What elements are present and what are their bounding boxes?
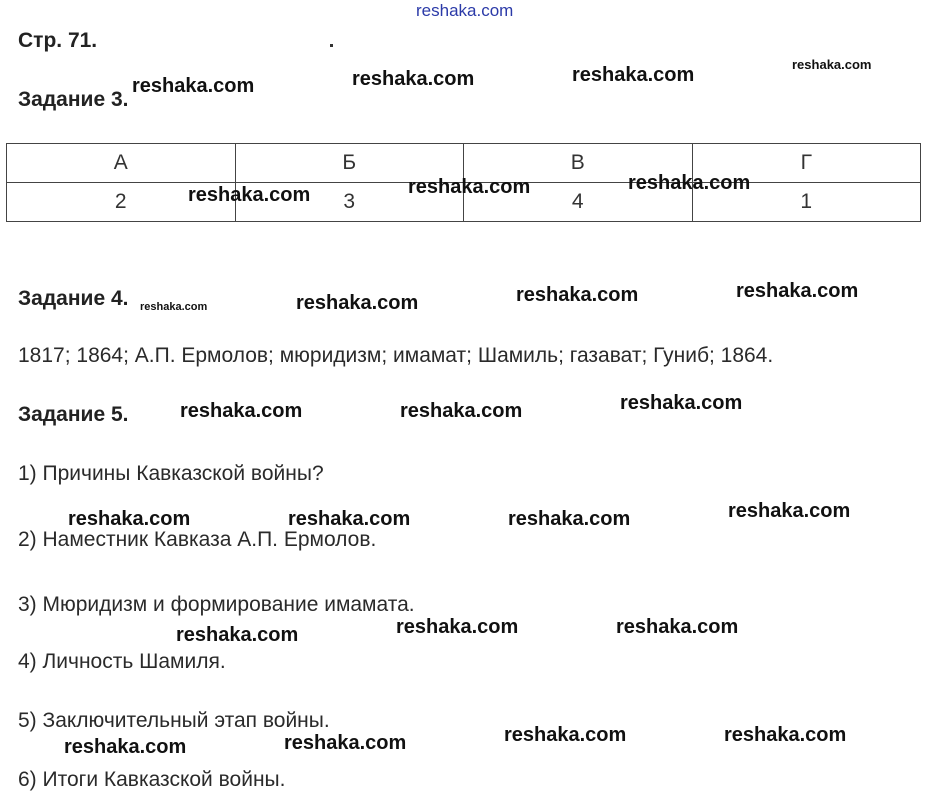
watermark: reshaka.com [68, 508, 191, 530]
table-cell: 2 [7, 183, 236, 222]
table-cell: 4 [464, 183, 693, 222]
task3-title: Задание 3. [18, 88, 129, 111]
task5-item: 3) Мюридизм и формирование имамата. [18, 593, 415, 616]
table-cell: 3 [235, 183, 464, 222]
watermark: reshaka.com [352, 68, 475, 90]
watermark: reshaka.com [504, 724, 627, 746]
watermark: reshaka.com [628, 172, 751, 194]
table-cell: 1 [692, 183, 921, 222]
task4-title: Задание 4. [18, 287, 129, 310]
watermark: reshaka.com [508, 508, 631, 530]
watermark: reshaka.com [296, 292, 419, 314]
watermark: reshaka.com [400, 400, 523, 422]
watermark: reshaka.com [284, 732, 407, 754]
task5-item: 5) Заключительный этап войны. [18, 709, 330, 732]
top-watermark: reshaka.com [416, 1, 514, 20]
task5-item: 6) Итоги Кавказской войны. [18, 768, 286, 791]
table-header-cell: В [464, 144, 693, 183]
watermark: reshaka.com [176, 624, 299, 646]
table-header-cell: Г [692, 144, 921, 183]
watermark: reshaka.com [572, 64, 695, 86]
stray-dot [330, 44, 333, 47]
table-header-cell: Б [235, 144, 464, 183]
task5-item: 1) Причины Кавказской войны? [18, 462, 324, 485]
watermark: reshaka.com [620, 392, 743, 414]
watermark: reshaka.com [64, 736, 187, 758]
watermark: reshaka.com [736, 280, 859, 302]
watermark: reshaka.com [408, 176, 531, 198]
task4-answer: 1817; 1864; А.П. Ермолов; мюридизм; имамат; Шамиль; газават; Гуниб; 1864. [18, 344, 774, 367]
watermark: reshaka.com [288, 508, 411, 530]
watermark: reshaka.com [616, 616, 739, 638]
watermark: reshaka.com [188, 184, 311, 206]
watermark: reshaka.com [180, 400, 303, 422]
watermark: reshaka.com [792, 57, 872, 72]
watermark: reshaka.com [396, 616, 519, 638]
watermark: reshaka.com [140, 301, 208, 313]
watermark: reshaka.com [728, 500, 851, 522]
table-header-cell: А [7, 144, 236, 183]
watermark: reshaka.com [724, 724, 847, 746]
page-label: Стр. 71. [18, 29, 98, 52]
watermark: reshaka.com [516, 284, 639, 306]
watermark: reshaka.com [132, 75, 255, 97]
task5-title: Задание 5. [18, 403, 129, 426]
task5-item: 2) Наместник Кавказа А.П. Ермолов. [18, 528, 377, 551]
task5-item: 4) Личность Шамиля. [18, 650, 226, 673]
